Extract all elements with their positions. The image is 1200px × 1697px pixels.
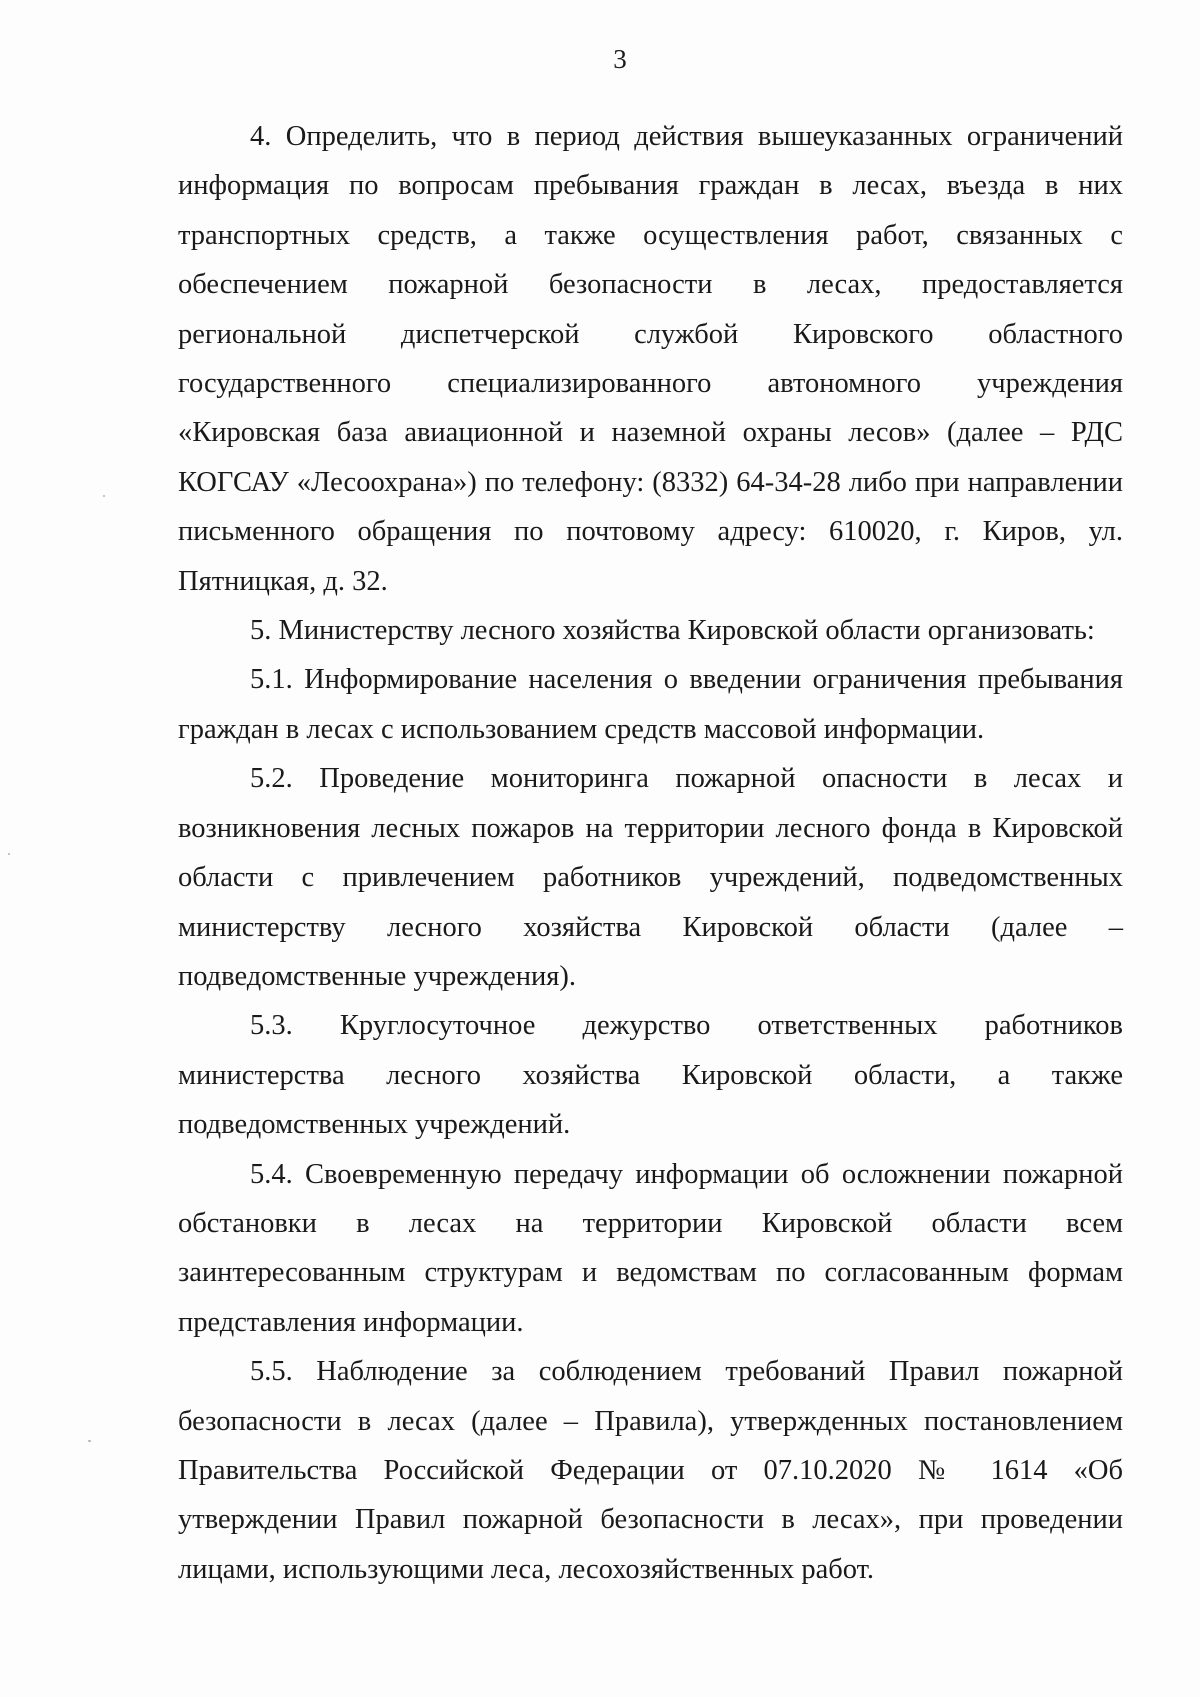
page-number: 3 xyxy=(613,44,627,74)
scan-speck xyxy=(8,853,10,855)
paragraph-5-5: 5.5. Наблюдение за соблюдением требований Правил пожарной безопасности в лесах (далее – Правила), утвержденных постановлением Правительства Российской Федерации от 07.10.2020 № 1614 «Об утверждении Правил пожарной безопасности в лесах», при проведении лицами, использующими леса, лесохозяйственных работ. xyxy=(178,1356,1123,1585)
paragraph-5: 5. Министерству лесного хозяйства Кировской области организовать: xyxy=(250,615,1095,647)
paragraph-5-4: 5.4. Своевременную передачу информации об осложнении пожарной обстановки в лесах на территории Кировской области всем заинтересованным структурам и ведомствам по согласованным формам представления информации. xyxy=(178,1158,1123,1338)
paragraph-4: 4. Определить, что в период действия вышеуказанных ограничений информация по вопросам пребывания граждан в лесах, въезда в них транспортных средств, а также осуществления работ, связанных с обеспечением пожарной безопасности в лесах, предоставляется региональной диспетчерской службой Кировского областного государственного специализированного автономного учреждения «Кировская база авиационной и наземной охраны лесов» (далее – РДС КОГСАУ «Лесоохрана») по телефону: (8332) 64-34-28 либо при направлении письменного обращения по почтовому адресу: 610020, г. Киров, ул. Пятницкая, д. 32. xyxy=(178,121,1123,597)
paragraph-5-3: 5.3. Круглосуточное дежурство ответственных работников министерства лесного хозяйства Кировской области, а также подведомственных учреждений. xyxy=(178,1010,1123,1141)
document-body xyxy=(178,112,1123,1594)
scan-speck xyxy=(103,495,105,497)
scan-speck xyxy=(88,1440,91,1442)
paragraph-5-1: 5.1. Информирование населения о введении ограничения пребывания граждан в лесах с использованием средств массовой информации. xyxy=(178,664,1123,745)
paragraph-5-2: 5.2. Проведение мониторинга пожарной опасности в лесах и возникновения лесных пожаров на территории лесного фонда в Кировской области с привлечением работников учреждений, подведомственных министерству лесного хозяйства Кировской области (далее – подведомственные учреждения). xyxy=(178,763,1123,992)
